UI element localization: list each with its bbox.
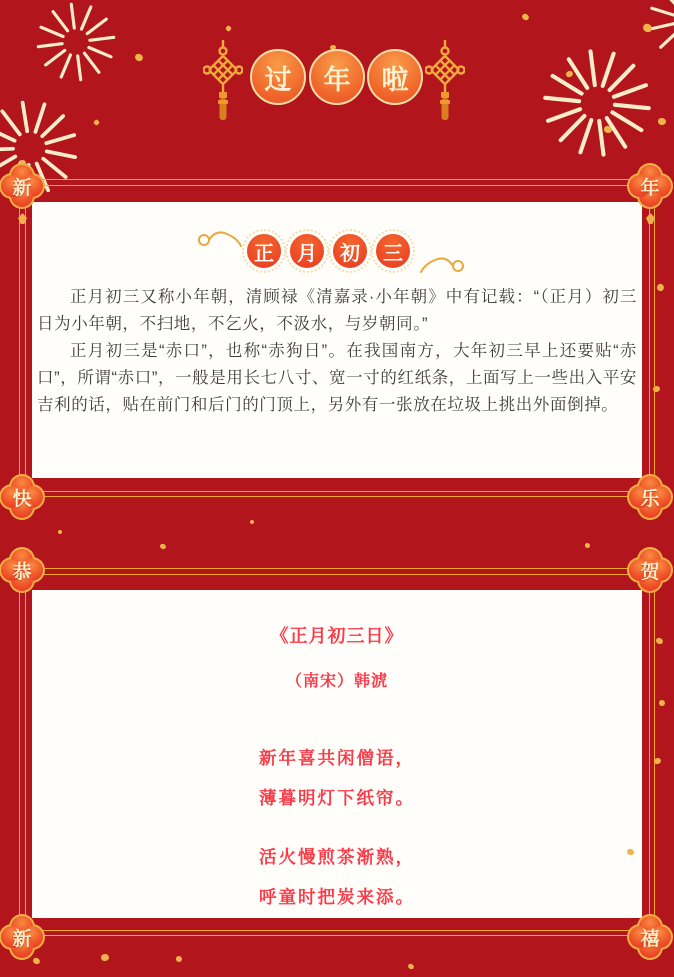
- corner-badge-xin: [0, 163, 45, 209]
- corner-badge-le: [627, 474, 673, 520]
- article: [32, 280, 642, 419]
- chinese-knot-icon: [425, 40, 465, 126]
- section-circle: [288, 232, 326, 270]
- cloud-icon: [196, 228, 244, 250]
- badge-char: 贺: [640, 561, 660, 583]
- poem-line: 活火慢煎茶渐熟，: [259, 847, 415, 867]
- content-panel: [32, 202, 642, 478]
- corner-badge-xin2: [0, 914, 45, 960]
- badge-char: 快: [12, 488, 32, 510]
- badge-char: 年: [640, 177, 660, 199]
- firework-icon: [26, 0, 126, 92]
- corner-badge-kuai: [0, 474, 45, 520]
- poem-title: 《正月初三日》: [270, 626, 404, 646]
- section-circle: [374, 232, 412, 270]
- banner-char: 过: [264, 64, 292, 95]
- poem-author: （南宋）韩淲: [285, 673, 388, 690]
- stanza-gap: [32, 818, 642, 837]
- article-paragraph: 正月初三又称小年朝，清顾禄《清嘉录·小年朝》中有记载：“（正月）初三日为小年朝，不扫地，不乞火，不汲水，与岁朝同。”: [37, 288, 637, 333]
- corner-badge-he: [627, 547, 673, 593]
- badge-char: 禧: [640, 928, 660, 950]
- corner-badge-xi: [627, 914, 673, 960]
- poem-line: 呼童时把炭来添。: [259, 887, 415, 907]
- section-char: 月: [297, 242, 317, 265]
- badge-char: 恭: [12, 561, 32, 583]
- cloud-icon: [418, 254, 466, 276]
- badge-char: 乐: [640, 488, 660, 510]
- poem: [32, 590, 642, 917]
- banner-char: 年: [323, 64, 351, 95]
- section-char: 三: [383, 242, 403, 265]
- banner-circle: [367, 49, 423, 105]
- section-char: 正: [254, 242, 274, 265]
- section-header: [32, 202, 642, 280]
- poem-line: 薄暮明灯下纸帘。: [259, 788, 415, 808]
- article-paragraph: 正月初三是“赤口”，也称“赤狗日”。在我国南方，大年初三早上还要贴“赤口”，所谓“赤口”，一般是用长七八寸、宽一寸的红纸条，上面写上一些出入平安吉利的话，贴在前门和后门的门顶上，另外有一张放在垃圾上挑出外面倒掉。: [37, 342, 637, 414]
- banner-char: 啦: [381, 64, 409, 95]
- section-circle: [245, 232, 283, 270]
- firework-icon: [640, 0, 674, 70]
- section-char: 初: [340, 242, 360, 265]
- banner-circle: [309, 49, 365, 105]
- chinese-knot-icon: [203, 40, 243, 126]
- poem-panel: [32, 590, 642, 918]
- badge-char: 新: [12, 928, 32, 950]
- banner-circle: [250, 49, 306, 105]
- section-circle: [331, 232, 369, 270]
- poem-line: 新年喜共闲僧语，: [259, 748, 415, 768]
- corner-badge-gong: [0, 547, 45, 593]
- badge-char: 新: [12, 177, 32, 199]
- corner-badge-nian: [627, 163, 673, 209]
